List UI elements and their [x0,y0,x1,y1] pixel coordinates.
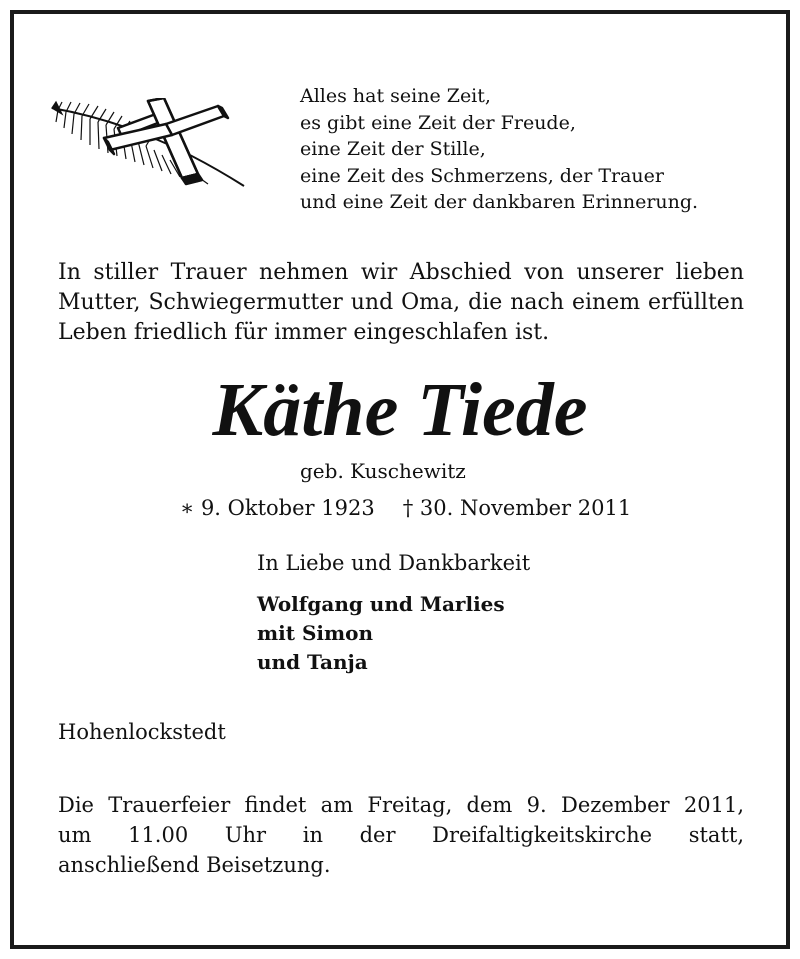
death-date: † 30. November 2011 [402,496,632,520]
poem-line: eine Zeit des Schmerzens, der Trauer [300,164,664,187]
deceased-name: Käthe Tiede [212,368,588,452]
mourners [257,590,505,677]
service-line: um 11.00 Uhr in der Dreifaltigkeitskirche statt, [58,823,744,847]
service-line: anschließend Beisetzung. [58,853,331,877]
poem-line: und eine Zeit der dankbaren Erinnerung. [300,191,699,213]
poem-line: es gibt eine Zeit der Freude, [300,111,576,134]
poem-line: eine Zeit der Stille, [300,138,486,160]
cross-with-palm-frond-icon [48,98,253,193]
life-dates [180,494,631,522]
mourner-line: und Tanja [257,650,368,674]
poem-line: Alles hat seine Zeit, [300,85,491,107]
poem [300,83,698,216]
announcement-text: In stiller Trauer nehmen wir Abschied von unserer lieben Mutter, Schwiegermutter und Oma, die nach einem erfüllten Leben friedlich für immer eingeschlafen ist. [58,260,744,345]
birth-date: ∗ 9. Oktober 1923 [180,496,375,520]
mourner-line: mit Simon [257,621,374,645]
place: Hohenlockstedt [58,720,226,744]
mourner-line: Wolfgang und Marlies [257,592,505,616]
funeral-service-info [58,790,744,880]
service-line: Die Trauerfeier findet am Freitag, dem 9. Dezember 2011, [58,793,744,817]
birth-name: geb. Kuschewitz [300,459,466,483]
thanks-line: In Liebe und Dankbarkeit [257,551,531,575]
